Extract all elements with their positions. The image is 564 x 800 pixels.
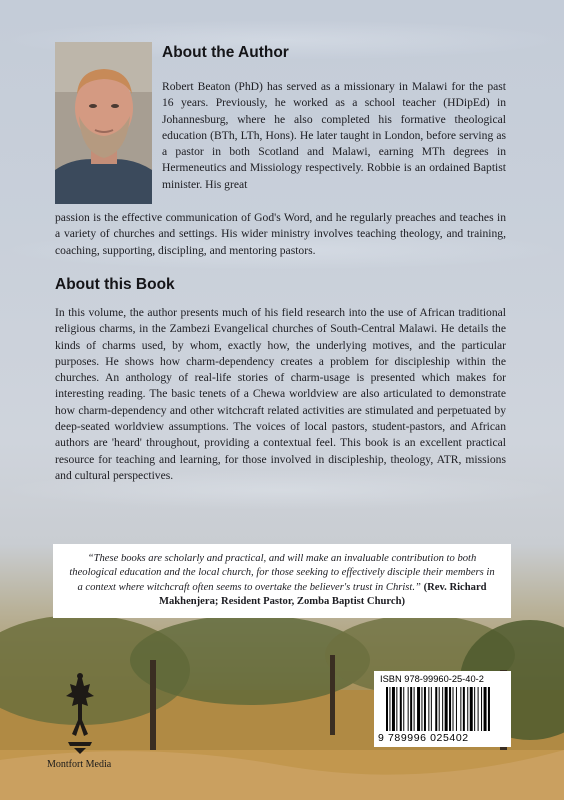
barcode-bar [410,687,412,731]
book-description: In this volume, the author presents much of his field research into the use of African traditional religious charms, in the Zambezi Evangelical churches of South-Central Malawi. He details the kinds of charms used, by whom, exactly how, the underlying motives, and the particular purposes. He shows how charm-dependency creates a problem for discipleship within the churches. An anthology of real-life stories of charm-usage is presented which makes for interesting reading. The basic tenets of a Chewa worldview are also articulated to demonstrate how charm-dependency and other witchcraft related activities are stimulated and perpetuated by deep-seated worldview assumptions. The voices of local pastors, student-pastors, and African authors are 'heard' throughout, providing a contextual feel. This book is an excellent practical resource for teaching and learning, for those involved in discipleship, theology, ATR, missions and cultural perspectives. [55,306,506,482]
barcode-bar [414,687,415,731]
barcode-bar [488,687,490,731]
barcode-bar [428,687,429,731]
isbn-label: ISBN 978-99960-25-40-2 [380,674,484,684]
author-bio: Robert Beaton (PhD) has served as a missionary in Malawi for the past 16 years. Previously, he worked as a school teacher (HDipEd) in Johannesburg, where he also completed his formative theological education (BTh, LTh, Hons). He later taught in London, before serving as a pastor in both Scotland and Malawi, earning MTh degrees in Hermeneutics and Missiology respectively. Robbie is an ordained Baptist minister. His great [162,80,506,191]
barcode-bar [474,687,475,731]
barcode-icon [386,687,500,731]
barcode-bar [435,687,437,731]
barcode-bar [453,687,454,731]
barcode-bar [470,687,473,731]
endorsement-attribution: (Rev. Richard Makhenjera; Resident Pastor, Zomba Baptist Church) [158,581,487,608]
barcode-bar [417,687,420,731]
barcode-bar [424,687,426,731]
barcode-bar [392,687,395,731]
barcode-bar [467,687,468,731]
barcode-bar [463,687,465,731]
author-bio-continued: passion is the effective communication of God's Word, and he regularly preaches and teaches in a variety of churches and settings. His wider ministry involves teaching theology, and training, coaching, supporting, discipling, and mentoring pastors. [55,211,506,257]
barcode-bar [389,687,390,731]
isbn-barcode-box [374,671,511,747]
author-heading: About the Author [162,44,289,61]
publisher-name: Montfort Media [47,759,112,770]
publisher-logo-icon [60,672,100,754]
barcode-bar [396,687,397,731]
endorsement-box [53,544,511,618]
barcode-bar [403,687,404,731]
isbn-digits: 9 789996 025402 [378,732,469,744]
barcode-bar [442,687,443,731]
barcode-bar [445,687,448,731]
endorsement-text: “These books are scholarly and practical, and will make an invaluable contribution to both theological education and the local church, for those seeking to effectively disciple their members in a context where witchcraft often seems to overtake the believer's trust in Christ.” [69,553,495,593]
barcode-bar [439,687,440,731]
barcode-bar [431,687,432,731]
barcode-bar [478,687,479,731]
barcode-bar [460,687,461,731]
barcode-bar [421,687,422,731]
barcode-bar [456,687,457,731]
barcode-bar [449,687,451,731]
endorsement-quote [67,552,497,610]
barcode-bar [400,687,402,731]
barcode-bar [484,687,487,731]
barcode-bar [386,687,388,731]
barcode-bar [481,687,482,731]
author-photo [55,42,152,204]
barcode-bar [408,687,409,731]
book-heading: About this Book [55,276,175,293]
